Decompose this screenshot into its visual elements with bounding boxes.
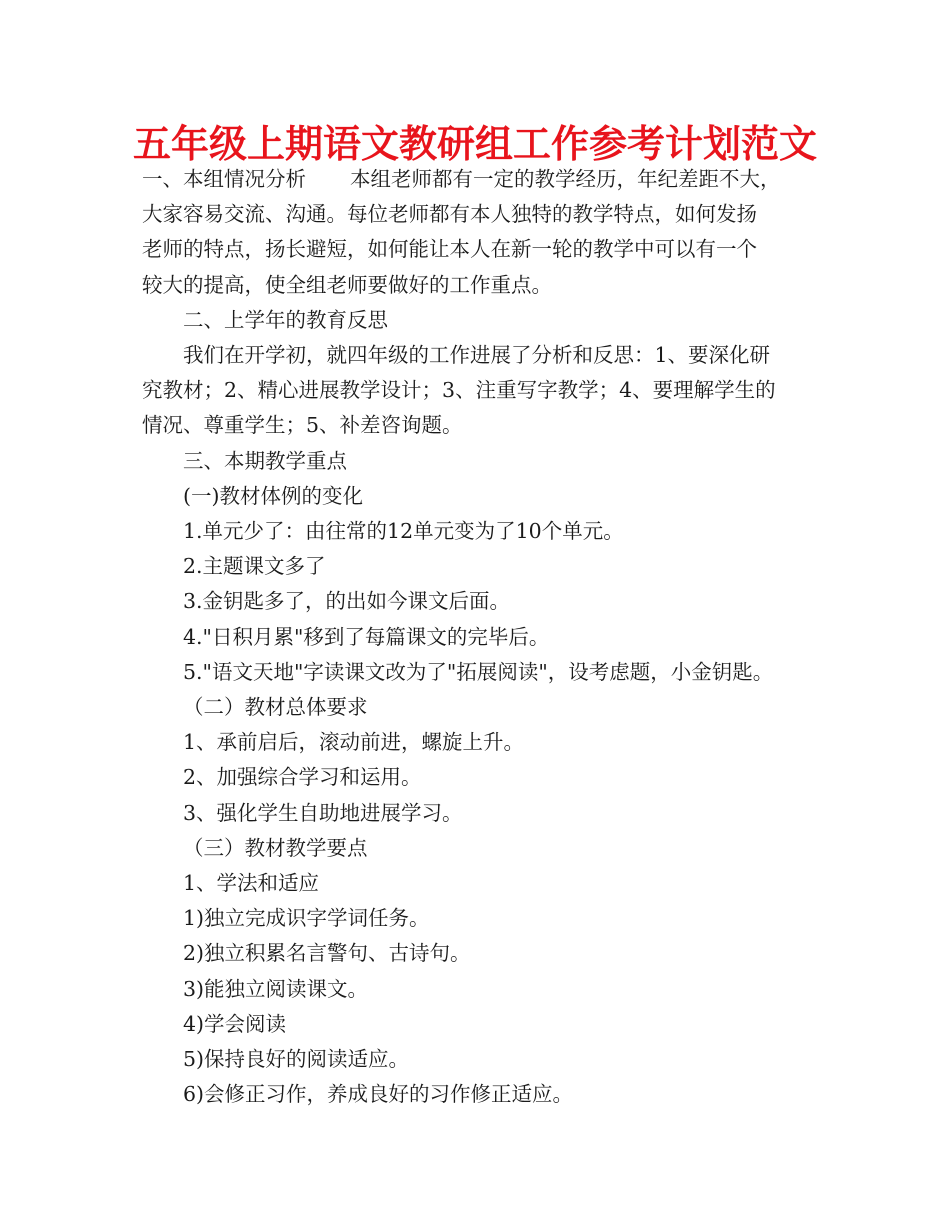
section3-heading: 三、本期教学重点 xyxy=(183,448,347,473)
list-item: 2.主题课文多了 xyxy=(183,554,326,579)
list-item: 1)独立完成识字学词任务。 xyxy=(183,906,430,931)
list-item: 4."日积月累"移到了每篇课文的完毕后。 xyxy=(183,624,550,649)
list-item: 5."语文天地"字读课文改为了"拓展阅读"，设考虑题，小金钥匙。 xyxy=(183,659,774,684)
list-item: 1.单元少了：由往常的12单元变为了10个单元。 xyxy=(183,519,624,544)
list-item: 6)会修正习作，养成良好的习作修正适应。 xyxy=(183,1082,574,1107)
section2-text-line1: 我们在开学初，就四年级的工作进展了分析和反思：1、要深化研 xyxy=(183,343,771,368)
section2-heading: 二、上学年的教育反思 xyxy=(183,307,388,332)
section2-text-line2: 究教材；2、精心进展教学设计；3、注重写字教学；4、要理解学生的 xyxy=(142,378,776,403)
list-item: 3)能独立阅读课文。 xyxy=(183,976,369,1001)
section1-text-line3: 老师的特点，扬长避短，如何能让本人在新一轮的教学中可以有一个 xyxy=(142,237,757,262)
section2-text-line3: 情况、尊重学生；5、补差咨询题。 xyxy=(142,413,463,438)
list-item: 3、强化学生自助地进展学习。 xyxy=(183,800,463,825)
list-item: 5)保持良好的阅读适应。 xyxy=(183,1047,410,1072)
list-item: 4)学会阅读 xyxy=(183,1011,287,1036)
list-item: 3.金钥匙多了，的出如今课文后面。 xyxy=(183,589,511,614)
section1-text-line2: 大家容易交流、沟通。每位老师都有本人独特的教学特点，如何发扬 xyxy=(142,202,757,227)
document-title: 五年级上期语文教研组工作参考计划范文 xyxy=(132,122,817,166)
subsection2-heading: （二）教材总体要求 xyxy=(183,695,368,720)
paragraph-section1-line1 xyxy=(142,162,832,197)
list-item: 1、学法和适应 xyxy=(183,871,320,896)
document-body xyxy=(142,162,832,1112)
list-item: 1、承前启后，滚动前进，螺旋上升。 xyxy=(183,730,525,755)
list-item: 2)独立积累名言警句、古诗句。 xyxy=(183,941,471,966)
list-item: 2、加强综合学习和运用。 xyxy=(183,765,422,790)
section1-text-line1: 本组老师都有一定的教学经历，年纪差距不大， xyxy=(350,167,781,191)
section1-text-line4: 较大的提高，使全组老师要做好的工作重点。 xyxy=(142,272,552,297)
section1-heading: 一、本组情况分析 xyxy=(142,167,306,191)
subsection3-heading: （三）教材教学要点 xyxy=(183,835,368,860)
subsection1-heading: (一)教材体例的变化 xyxy=(183,483,363,508)
